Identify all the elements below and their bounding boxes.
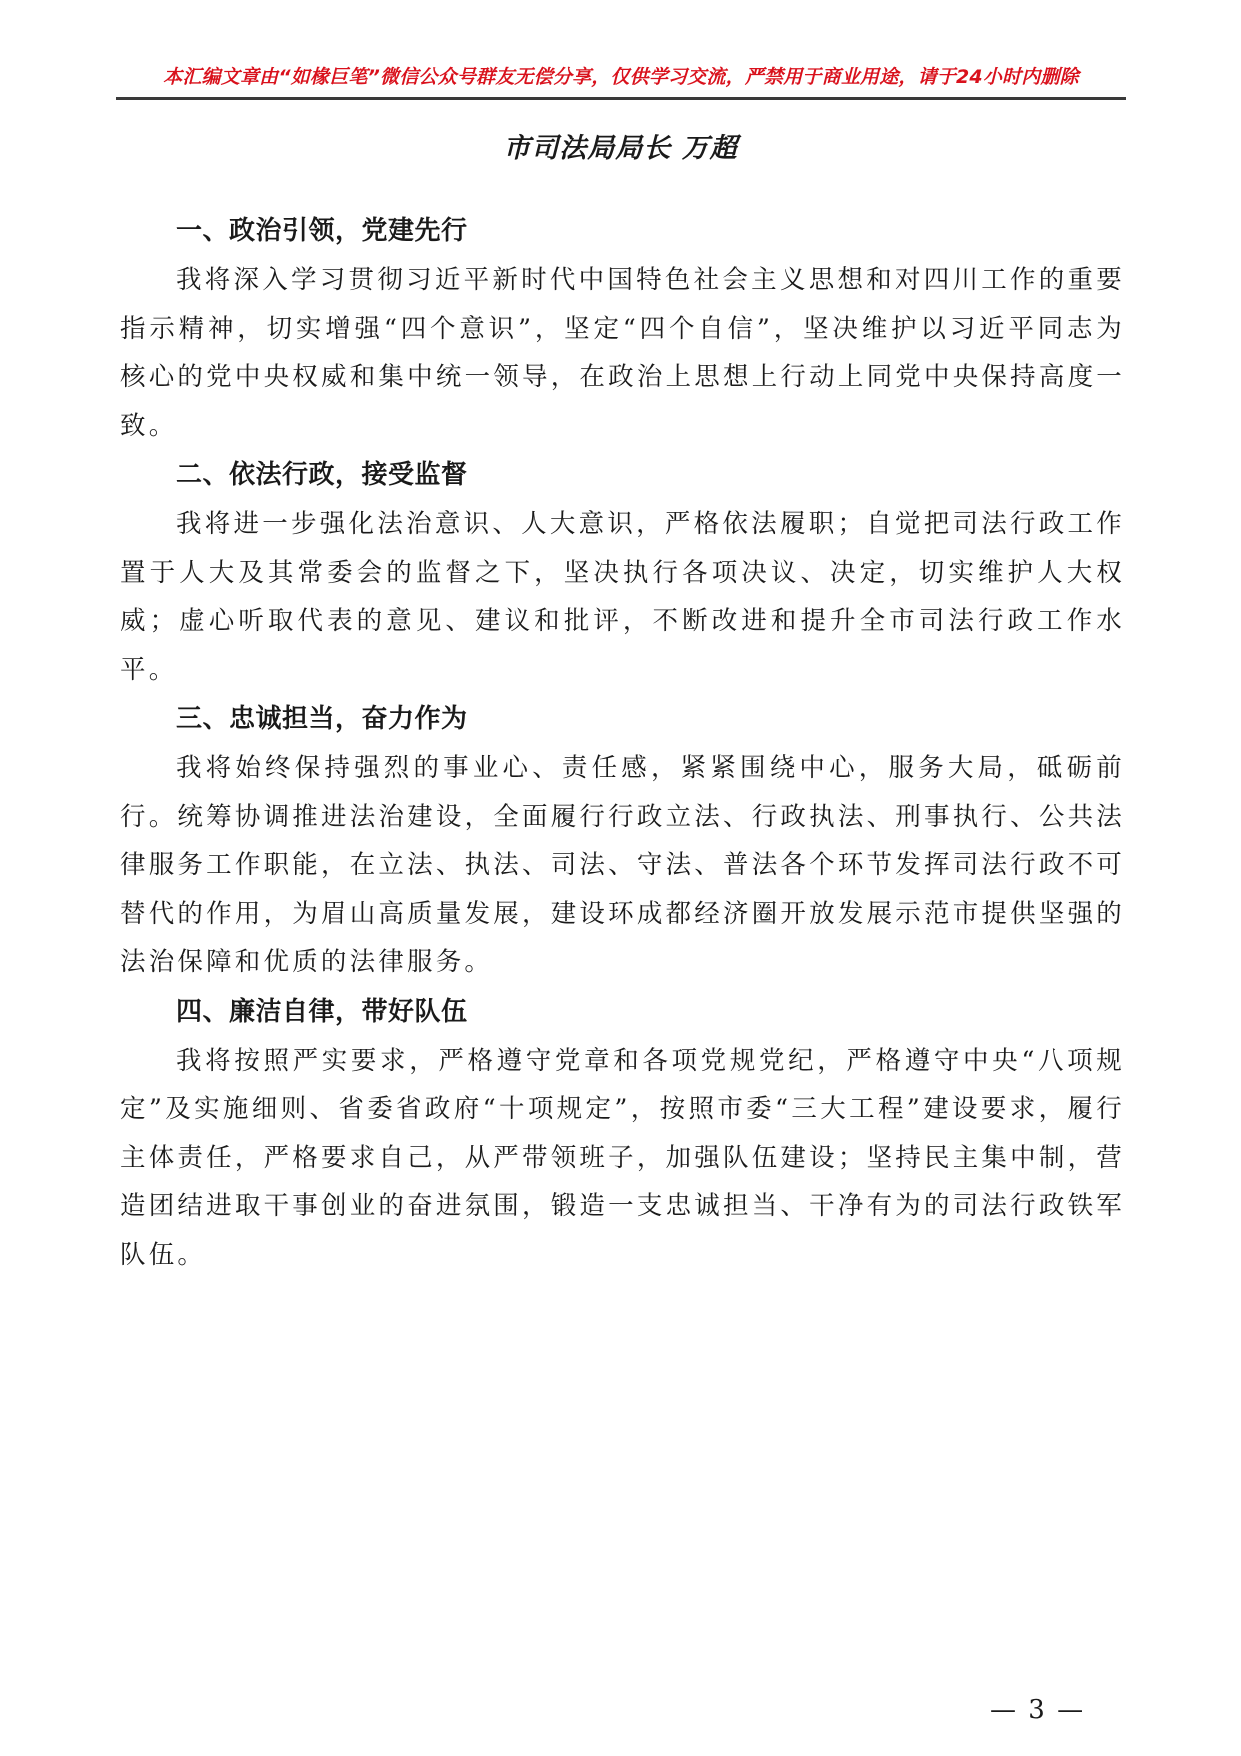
section-2 — [120, 450, 1125, 694]
section-paragraph: 我将深入学习贯彻习近平新时代中国特色社会主义思想和对四川工作的重要指示精神，切实增强“四个意识”，坚定“四个自信”，坚决维护以习近平同志为核心的党中央权威和集中统一领导，在政治上思想上行动上同党中央保持高度一致。 — [120, 265, 1125, 441]
copyright-banner: 本汇编文章由“如椽巨笔”微信公众号群友无偿分享，仅供学习交流，严禁用于商业用途，请于24小时内删除 — [163, 66, 1079, 88]
section-heading: 三、忠诚担当，奋力作为 — [176, 704, 468, 734]
section-3 — [120, 694, 1125, 987]
page-number: — 3 — — [990, 1695, 1086, 1725]
section-1 — [120, 206, 1125, 450]
author-line: 市司法局局长 万超 — [503, 133, 738, 164]
section-heading: 四、廉洁自律，带好队伍 — [176, 996, 468, 1027]
section-heading: 二、依法行政，接受监督 — [176, 460, 468, 490]
banner-divider — [116, 97, 1126, 100]
section-paragraph: 我将进一步强化法治意识、人大意识，严格依法履职；自觉把司法行政工作置于人大及其常委会的监督之下，坚决执行各项决议、决定，切实维护人大权威；虚心听取代表的意见、建议和批评，不断改进和提升全市司法行政工作水平。 — [120, 509, 1125, 685]
section-paragraph: 我将始终保持强烈的事业心、责任感，紧紧围绕中心，服务大局，砥砺前行。统筹协调推进法治建设，全面履行行政立法、行政执法、刑事执行、公共法律服务工作职能，在立法、执法、司法、守法、普法各个环节发挥司法行政不可替代的作用，为眉山高质量发展，建设环成都经济圈开放发展示范市提供坚强的法治保障和优质的法律服务。 — [120, 753, 1125, 977]
document-body — [120, 206, 1125, 1279]
section-heading: 一、政治引领，党建先行 — [176, 216, 468, 246]
section-paragraph: 我将按照严实要求，严格遵守党章和各项党规党纪，严格遵守中央“八项规定”及实施细则、省委省政府“十项规定”，按照市委“三大工程”建设要求，履行主体责任，严格要求自己，从严带领班子，加强队伍建设；坚持民主集中制，营造团结进取干事创业的奋进氛围，锻造一支忠诚担当、干净有为的司法行政铁军队伍。 — [120, 1045, 1125, 1270]
section-4 — [120, 987, 1125, 1280]
